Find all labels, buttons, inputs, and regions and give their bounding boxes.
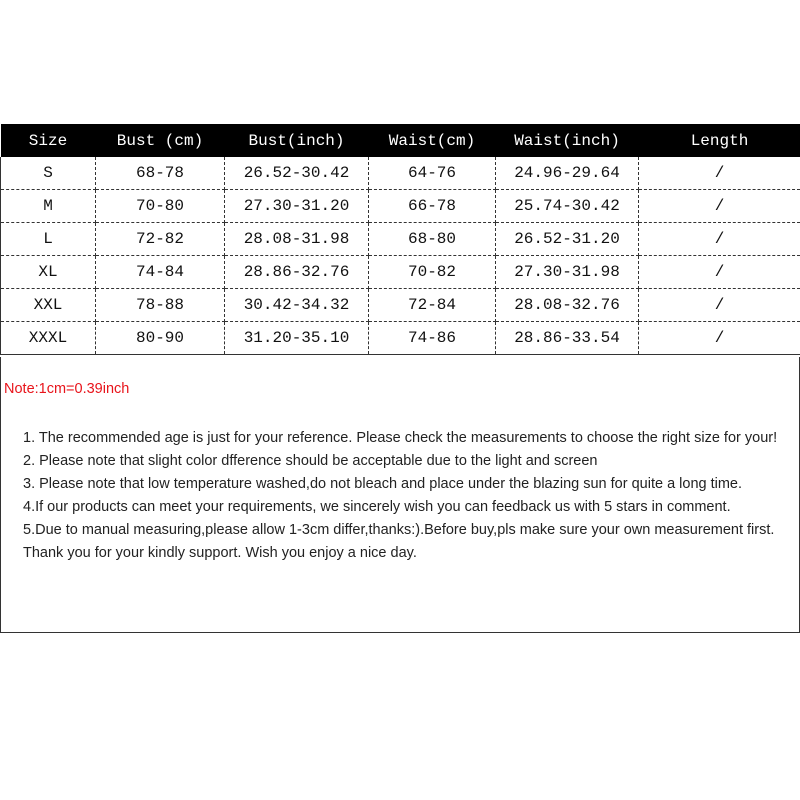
- note-item: 3. Please note that low temperature washed,do not bleach and place under the blazing sun for quite a long time.: [23, 476, 743, 492]
- table-cell: 28.86-32.76: [225, 256, 369, 289]
- notes-list: [4, 427, 794, 565]
- header-bust-inch: Bust(inch): [225, 124, 369, 157]
- size-table: [0, 124, 800, 355]
- conversion-note: Note:1cm=0.39inch: [4, 381, 130, 397]
- note-item: 2. Please note that slight color dfference should be acceptable due to the light and screen: [23, 453, 598, 469]
- header-bust-cm: Bust (cm): [96, 124, 225, 157]
- table-cell: 28.08-32.76: [496, 289, 639, 322]
- table-cell: 68-78: [96, 157, 225, 190]
- table-cell: 24.96-29.64: [496, 157, 639, 190]
- table-cell: /: [639, 322, 800, 355]
- table-cell: 70-80: [96, 190, 225, 223]
- table-cell: 66-78: [369, 190, 496, 223]
- table-cell: 64-76: [369, 157, 496, 190]
- table-cell: /: [639, 190, 800, 223]
- table-row: [1, 322, 800, 355]
- header-length: Length: [639, 124, 800, 157]
- table-cell: XL: [1, 256, 96, 289]
- table-cell: 28.86-33.54: [496, 322, 639, 355]
- table-cell: /: [639, 289, 800, 322]
- table-cell: 27.30-31.98: [496, 256, 639, 289]
- table-row: [1, 256, 800, 289]
- note-item: 4.If our products can meet your requirements, we sincerely wish you can feedback us with 5 stars in comment.: [23, 499, 731, 515]
- notes-box: [0, 357, 800, 633]
- table-row: [1, 289, 800, 322]
- header-waist-cm: Waist(cm): [369, 124, 496, 157]
- note-item: Thank you for your kindly support. Wish you enjoy a nice day.: [23, 545, 417, 561]
- table-cell: /: [639, 256, 800, 289]
- table-cell: 30.42-34.32: [225, 289, 369, 322]
- table-row: [1, 190, 800, 223]
- table-cell: 74-84: [96, 256, 225, 289]
- table-cell: 26.52-31.20: [496, 223, 639, 256]
- table-cell: 27.30-31.20: [225, 190, 369, 223]
- table-cell: XXXL: [1, 322, 96, 355]
- table-cell: 26.52-30.42: [225, 157, 369, 190]
- table-cell: 78-88: [96, 289, 225, 322]
- size-chart: [0, 124, 800, 355]
- table-cell: S: [1, 157, 96, 190]
- table-cell: /: [639, 223, 800, 256]
- note-item: 1. The recommended age is just for your reference. Please check the measurements to choose the right size for your!: [23, 430, 778, 446]
- header-size: Size: [1, 124, 96, 157]
- table-row: [1, 223, 800, 256]
- note-item: 5.Due to manual measuring,please allow 1-3cm differ,thanks:).Before buy,pls make sure your own measurement first.: [23, 522, 775, 538]
- table-cell: 74-86: [369, 322, 496, 355]
- table-cell: 72-84: [369, 289, 496, 322]
- table-cell: 31.20-35.10: [225, 322, 369, 355]
- header-waist-inch: Waist(inch): [496, 124, 639, 157]
- table-cell: 72-82: [96, 223, 225, 256]
- table-cell: XXL: [1, 289, 96, 322]
- table-cell: 80-90: [96, 322, 225, 355]
- header-row: [1, 124, 800, 157]
- table-cell: 28.08-31.98: [225, 223, 369, 256]
- table-cell: /: [639, 157, 800, 190]
- table-cell: 70-82: [369, 256, 496, 289]
- table-cell: 68-80: [369, 223, 496, 256]
- table-cell: 25.74-30.42: [496, 190, 639, 223]
- table-cell: M: [1, 190, 96, 223]
- table-cell: L: [1, 223, 96, 256]
- table-row: [1, 157, 800, 190]
